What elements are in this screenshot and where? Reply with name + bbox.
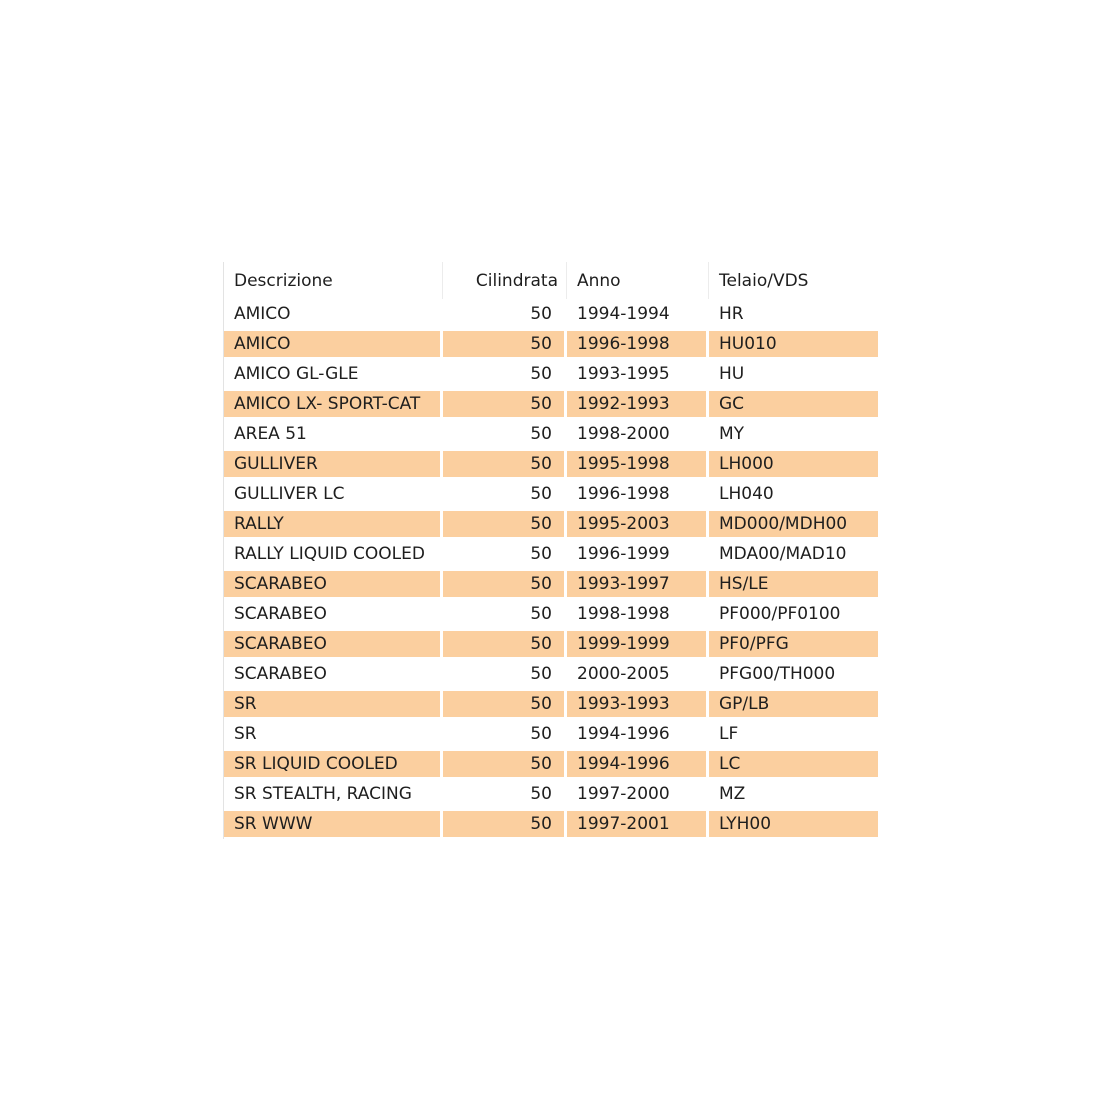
cell-descrizione: AMICO GL-GLE <box>224 359 443 389</box>
cell-anno: 1998-1998 <box>567 599 709 629</box>
cell-cilindrata: 50 <box>443 749 567 779</box>
cell-telaio: PF0/PFG <box>709 629 878 659</box>
cell-anno: 1997-2000 <box>567 779 709 809</box>
compatibility-table-container <box>223 262 878 839</box>
cell-telaio: GP/LB <box>709 689 878 719</box>
cell-anno: 1994-1994 <box>567 299 709 329</box>
cell-anno: 1999-1999 <box>567 629 709 659</box>
cell-cilindrata: 50 <box>443 509 567 539</box>
cell-telaio: PF000/PF0100 <box>709 599 878 629</box>
cell-descrizione: AREA 51 <box>224 419 443 449</box>
cell-descrizione: SR <box>224 689 443 719</box>
cell-cilindrata: 50 <box>443 539 567 569</box>
table-row <box>224 449 878 479</box>
cell-telaio: MY <box>709 419 878 449</box>
table-row <box>224 389 878 419</box>
cell-telaio: MDA00/MAD10 <box>709 539 878 569</box>
cell-anno: 1994-1996 <box>567 749 709 779</box>
cell-cilindrata: 50 <box>443 569 567 599</box>
cell-cilindrata: 50 <box>443 779 567 809</box>
column-header-cilindrata[interactable]: Cilindrata <box>443 262 567 299</box>
cell-anno: 1998-2000 <box>567 419 709 449</box>
cell-anno: 1996-1998 <box>567 329 709 359</box>
table-row <box>224 779 878 809</box>
table-header-row <box>224 262 878 299</box>
table-row <box>224 299 878 329</box>
cell-descrizione: GULLIVER LC <box>224 479 443 509</box>
table-row <box>224 419 878 449</box>
cell-telaio: HU <box>709 359 878 389</box>
cell-anno: 2000-2005 <box>567 659 709 689</box>
cell-telaio: HR <box>709 299 878 329</box>
cell-anno: 1995-2003 <box>567 509 709 539</box>
cell-anno: 1996-1999 <box>567 539 709 569</box>
cell-descrizione: AMICO <box>224 329 443 359</box>
cell-descrizione: SR WWW <box>224 809 443 839</box>
table-row <box>224 809 878 839</box>
cell-telaio: HU010 <box>709 329 878 359</box>
cell-descrizione: SCARABEO <box>224 659 443 689</box>
column-header-descrizione[interactable]: Descrizione <box>224 262 443 299</box>
cell-descrizione: SR <box>224 719 443 749</box>
table-row <box>224 659 878 689</box>
compatibility-table <box>224 262 878 839</box>
cell-anno: 1994-1996 <box>567 719 709 749</box>
table-row <box>224 569 878 599</box>
cell-cilindrata: 50 <box>443 359 567 389</box>
cell-telaio: LC <box>709 749 878 779</box>
cell-telaio: LF <box>709 719 878 749</box>
cell-cilindrata: 50 <box>443 659 567 689</box>
cell-cilindrata: 50 <box>443 329 567 359</box>
cell-anno: 1993-1997 <box>567 569 709 599</box>
cell-descrizione: GULLIVER <box>224 449 443 479</box>
cell-cilindrata: 50 <box>443 629 567 659</box>
cell-anno: 1993-1995 <box>567 359 709 389</box>
cell-cilindrata: 50 <box>443 689 567 719</box>
cell-descrizione: AMICO LX- SPORT-CAT <box>224 389 443 419</box>
table-row <box>224 629 878 659</box>
cell-descrizione: SR LIQUID COOLED <box>224 749 443 779</box>
table-row <box>224 719 878 749</box>
cell-telaio: PFG00/TH000 <box>709 659 878 689</box>
table-row <box>224 479 878 509</box>
cell-telaio: HS/LE <box>709 569 878 599</box>
column-header-telaio[interactable]: Telaio/VDS <box>709 262 878 299</box>
table-row <box>224 599 878 629</box>
cell-anno: 1995-1998 <box>567 449 709 479</box>
cell-cilindrata: 50 <box>443 599 567 629</box>
cell-telaio: MZ <box>709 779 878 809</box>
table-body <box>224 299 878 839</box>
cell-anno: 1993-1993 <box>567 689 709 719</box>
cell-anno: 1992-1993 <box>567 389 709 419</box>
table-row <box>224 689 878 719</box>
table-row <box>224 539 878 569</box>
cell-descrizione: RALLY LIQUID COOLED <box>224 539 443 569</box>
cell-anno: 1996-1998 <box>567 479 709 509</box>
cell-cilindrata: 50 <box>443 809 567 839</box>
cell-descrizione: SCARABEO <box>224 569 443 599</box>
cell-telaio: MD000/MDH00 <box>709 509 878 539</box>
cell-telaio: LH000 <box>709 449 878 479</box>
cell-telaio: LYH00 <box>709 809 878 839</box>
cell-telaio: LH040 <box>709 479 878 509</box>
table-row <box>224 749 878 779</box>
cell-telaio: GC <box>709 389 878 419</box>
cell-cilindrata: 50 <box>443 299 567 329</box>
table-row <box>224 329 878 359</box>
cell-cilindrata: 50 <box>443 719 567 749</box>
cell-cilindrata: 50 <box>443 389 567 419</box>
cell-cilindrata: 50 <box>443 419 567 449</box>
cell-descrizione: RALLY <box>224 509 443 539</box>
table-row <box>224 509 878 539</box>
cell-descrizione: AMICO <box>224 299 443 329</box>
cell-cilindrata: 50 <box>443 479 567 509</box>
cell-descrizione: SCARABEO <box>224 629 443 659</box>
cell-anno: 1997-2001 <box>567 809 709 839</box>
cell-descrizione: SCARABEO <box>224 599 443 629</box>
cell-cilindrata: 50 <box>443 449 567 479</box>
column-header-anno[interactable]: Anno <box>567 262 709 299</box>
table-row <box>224 359 878 389</box>
cell-descrizione: SR STEALTH, RACING <box>224 779 443 809</box>
